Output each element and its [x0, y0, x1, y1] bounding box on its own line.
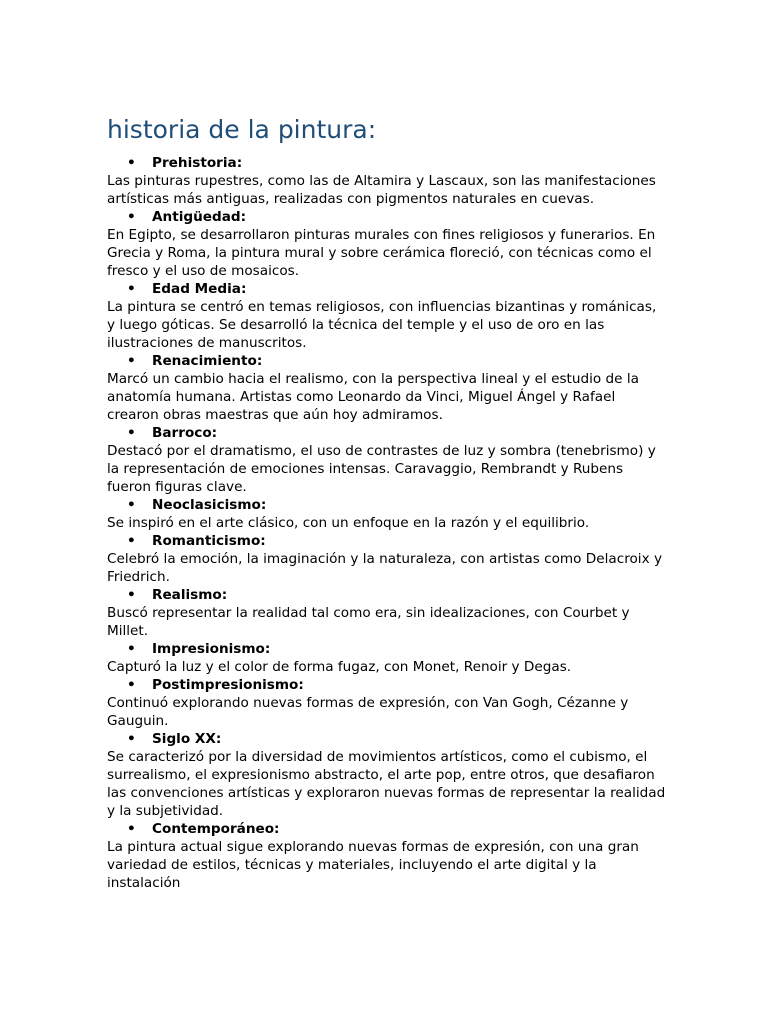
section-heading-row	[107, 586, 667, 604]
section-paragraph: Se inspiró en el arte clásico, con un enfoque en la razón y el equilibrio.	[107, 515, 590, 531]
section-heading: Edad Media:	[152, 281, 247, 297]
section-item	[107, 496, 667, 532]
section-heading: Realismo:	[152, 587, 228, 603]
section-heading: Prehistoria:	[152, 155, 243, 171]
section-heading-row	[107, 496, 667, 514]
section-heading-row	[107, 532, 667, 550]
section-heading: Postimpresionismo:	[152, 677, 304, 693]
section-paragraph: La pintura se centró en temas religiosos, con influencias bizantinas y románicas, y luego góticas. Se desarrolló la técnica del temple y el uso de oro en las ilustraciones de manuscritos.	[107, 299, 657, 351]
section-item	[107, 586, 667, 640]
bullet-icon: •	[127, 641, 136, 657]
section-paragraph: La pintura actual sigue explorando nuevas formas de expresión, con una gran variedad de estilos, técnicas y materiales, incluyendo el arte digital y la instalación	[107, 839, 639, 891]
section-item	[107, 730, 667, 820]
section-item	[107, 820, 667, 892]
section-item	[107, 424, 667, 496]
section-heading-row	[107, 352, 667, 370]
section-paragraph: Buscó representar la realidad tal como era, sin idealizaciones, con Courbet y Millet.	[107, 605, 630, 639]
section-heading: Barroco:	[152, 425, 218, 441]
section-heading: Siglo XX:	[152, 731, 222, 747]
section-paragraph: En Egipto, se desarrollaron pinturas murales con fines religiosos y funerarios. En Grecia y Roma, la pintura mural y sobre cerámica floreció, con técnicas como el fresco y el uso de mosaicos.	[107, 227, 656, 279]
section-item	[107, 154, 667, 208]
section-item	[107, 532, 667, 586]
section-heading-row	[107, 154, 667, 172]
document-title: historia de la pintura:	[107, 115, 377, 144]
section-paragraph: Celebró la emoción, la imaginación y la naturaleza, con artistas como Delacroix y Friedrich.	[107, 551, 662, 585]
section-heading-row	[107, 280, 667, 298]
bullet-icon: •	[127, 587, 136, 603]
section-list	[107, 154, 667, 892]
section-item	[107, 352, 667, 424]
section-paragraph: Capturó la luz y el color de forma fugaz, con Monet, Renoir y Degas.	[107, 659, 572, 675]
bullet-icon: •	[127, 209, 136, 225]
section-heading-row	[107, 730, 667, 748]
section-item	[107, 640, 667, 676]
section-paragraph: Se caracterizó por la diversidad de movimientos artísticos, como el cubismo, el surrealismo, el expresionismo abstracto, el arte pop, entre otros, que desafiaron las convenciones artísticas y exploraron nuevas formas de representar la realidad y la subjetividad.	[107, 749, 666, 819]
section-paragraph: Destacó por el dramatismo, el uso de contrastes de luz y sombra (tenebrismo) y la representación de emociones intensas. Caravaggio, Rembrandt y Rubens fueron figuras clave.	[107, 443, 656, 495]
bullet-icon: •	[127, 353, 136, 369]
section-item	[107, 208, 667, 280]
section-paragraph: Marcó un cambio hacia el realismo, con la perspectiva lineal y el estudio de la anatomía humana. Artistas como Leonardo da Vinci, Miguel Ángel y Rafael crearon obras maestras que aún hoy admiramos.	[107, 371, 639, 423]
bullet-icon: •	[127, 731, 136, 747]
section-item	[107, 676, 667, 730]
section-heading-row	[107, 820, 667, 838]
section-heading-row	[107, 640, 667, 658]
section-heading: Neoclasicismo:	[152, 497, 267, 513]
document-page	[107, 112, 667, 892]
section-heading: Impresionismo:	[152, 641, 271, 657]
bullet-icon: •	[127, 425, 136, 441]
bullet-icon: •	[127, 155, 136, 171]
section-heading: Contemporáneo:	[152, 821, 280, 837]
bullet-icon: •	[127, 677, 136, 693]
section-heading: Romanticismo:	[152, 533, 266, 549]
section-heading-row	[107, 676, 667, 694]
bullet-icon: •	[127, 281, 136, 297]
section-paragraph: Continuó explorando nuevas formas de expresión, con Van Gogh, Cézanne y Gauguin.	[107, 695, 629, 729]
section-item	[107, 280, 667, 352]
section-heading: Antigüedad:	[152, 209, 247, 225]
section-heading-row	[107, 208, 667, 226]
section-heading-row	[107, 424, 667, 442]
bullet-icon: •	[127, 497, 136, 513]
section-paragraph: Las pinturas rupestres, como las de Altamira y Lascaux, son las manifestaciones artísticas más antiguas, realizadas con pigmentos naturales en cuevas.	[107, 173, 656, 207]
bullet-icon: •	[127, 821, 136, 837]
section-heading: Renacimiento:	[152, 353, 263, 369]
bullet-icon: •	[127, 533, 136, 549]
